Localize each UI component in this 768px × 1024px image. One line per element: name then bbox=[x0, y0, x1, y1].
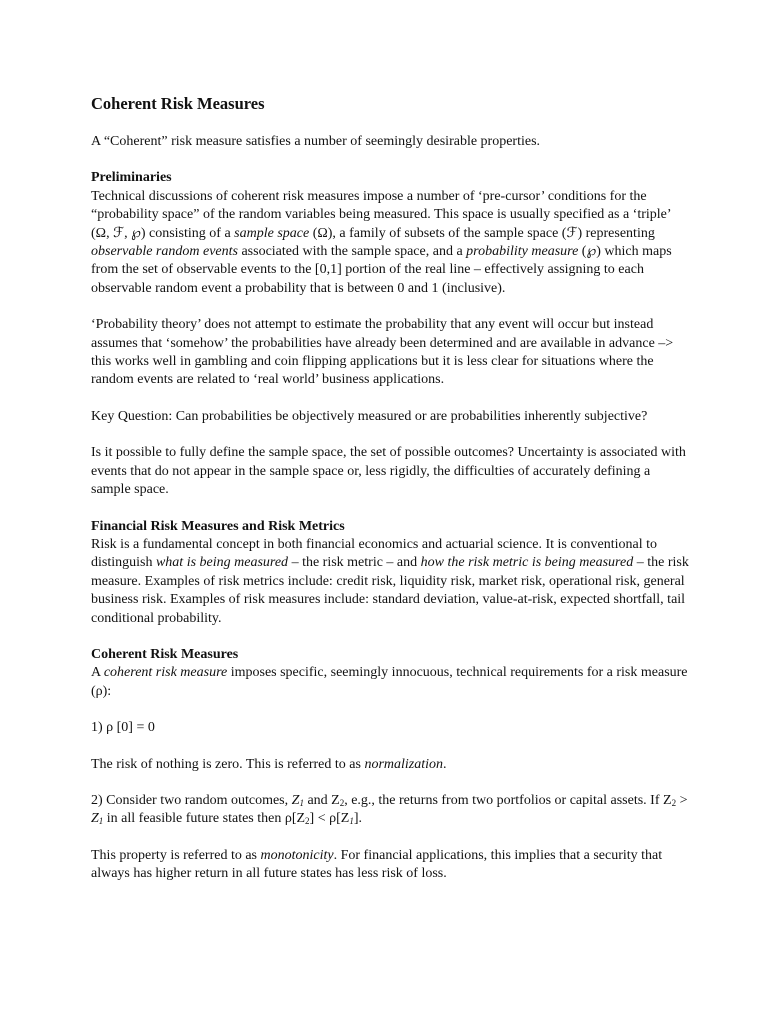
text-run: ]. bbox=[353, 811, 362, 827]
italic-term: observable random events bbox=[91, 244, 238, 260]
text-run: . For financial applications, this implies that a security that always has higher return in all future states has less risk of loss. bbox=[91, 847, 663, 882]
intro-paragraph: A “Coherent” risk measure satisfies a number of seemingly desirable properties. bbox=[91, 134, 541, 149]
text-run: 2) Consider two random outcomes, bbox=[91, 792, 292, 808]
sample-space-paragraph: Is it possible to fully define the sample space, the set of possible outcomes? Uncertainty is associated with events that do not appear in the sample space or, less rigidly, the difficulties of accurately defining a sample space. bbox=[91, 445, 686, 498]
text-run: , e.g., the returns from two portfolios or capital assets. If Z bbox=[344, 792, 672, 808]
preliminaries-heading: Preliminaries bbox=[91, 170, 172, 186]
property-1-formula: 1) ρ [0] = 0 bbox=[91, 720, 155, 736]
subscript: 2 bbox=[305, 816, 310, 827]
text-run: The risk of nothing is zero. This is referred to as bbox=[91, 756, 365, 772]
text-run: – the risk metric – and bbox=[288, 555, 421, 571]
italic-term: coherent risk measure bbox=[103, 665, 228, 681]
text-run: . bbox=[443, 756, 447, 772]
financial-risk-heading: Financial Risk Measures and Risk Metrics bbox=[91, 518, 345, 534]
text-run: Risk is a fundamental concept in both financial economics and actuarial science. It is conventional to distinguish bbox=[91, 536, 658, 571]
italic-term: sample space bbox=[234, 225, 310, 241]
text-run: A bbox=[91, 665, 104, 681]
italic-variable: Z bbox=[291, 792, 300, 808]
subscript: 1 bbox=[299, 797, 304, 808]
text-run: associated with the sample space, and a bbox=[237, 244, 467, 260]
subscript: 2 bbox=[339, 797, 345, 808]
text-run: imposes specific, seemingly innocuous, technical requirements for a risk measure (ρ): bbox=[91, 665, 688, 699]
text-run: ] < ρ[Z bbox=[309, 811, 350, 827]
italic-term: how the risk metric is being measured bbox=[420, 555, 634, 571]
text-run: (℘) which maps from the set of observable events to the [0,1] portion of the real line – effectively assigning to each observable random event a probability that is between 0 and 1 (inclusive). bbox=[91, 244, 672, 296]
financial-risk-paragraph bbox=[91, 536, 691, 628]
key-question-paragraph: Key Question: Can probabilities be objectively measured or are probabilities inherently subjective? bbox=[91, 408, 648, 424]
text-run: in all feasible future states then ρ[Z bbox=[103, 811, 306, 827]
italic-term: what is being measured bbox=[155, 555, 289, 571]
text-run: and Z bbox=[303, 792, 340, 808]
coherent-risk-heading: Coherent Risk Measures bbox=[91, 646, 239, 662]
italic-variable: Z bbox=[91, 811, 99, 827]
monotonicity-paragraph bbox=[91, 847, 691, 884]
text-run: – the risk measure. Examples of risk metrics include: credit risk, liquidity risk, market risk, operational risk, general business risk. Examples of risk measures include: standard deviation, value-at-risk, expected shortfall, tail conditional probability. bbox=[91, 555, 689, 626]
property-2-paragraph bbox=[91, 792, 691, 829]
subscript: 2 bbox=[671, 797, 677, 808]
document-body bbox=[91, 93, 691, 902]
subscript: 1 bbox=[349, 816, 354, 827]
text-run: > bbox=[676, 792, 688, 808]
subscript: 1 bbox=[98, 816, 104, 827]
coherent-risk-paragraph bbox=[91, 664, 691, 701]
italic-term: probability measure bbox=[466, 244, 579, 260]
preliminaries-paragraph-2: ‘Probability theory’ does not attempt to estimate the probability that any event will occur but instead assumes that ‘somehow’ the probabilities have already been determined and are available in advance –> this works well in gambling and coin flipping applications but it is less clear for situations where the random events are related to ‘real world’ business applications. bbox=[91, 317, 674, 388]
preliminaries-paragraph-1 bbox=[91, 188, 691, 298]
text-run: This property is referred to as bbox=[91, 847, 261, 863]
page-title: Coherent Risk Measures bbox=[91, 94, 265, 113]
text-run: (Ω), a family of subsets of the sample space (ℱ) representing bbox=[309, 225, 655, 241]
italic-term: monotonicity bbox=[260, 847, 334, 863]
normalization-paragraph bbox=[91, 756, 691, 774]
italic-term: normalization bbox=[364, 756, 444, 772]
text-run: Technical discussions of coherent risk measures impose a number of ‘pre-cursor’ conditions for the “probability space” of the random variables being measured. This space is usually specified as a ‘triple’ (Ω, ℱ, ℘) consisting of a bbox=[91, 188, 671, 241]
